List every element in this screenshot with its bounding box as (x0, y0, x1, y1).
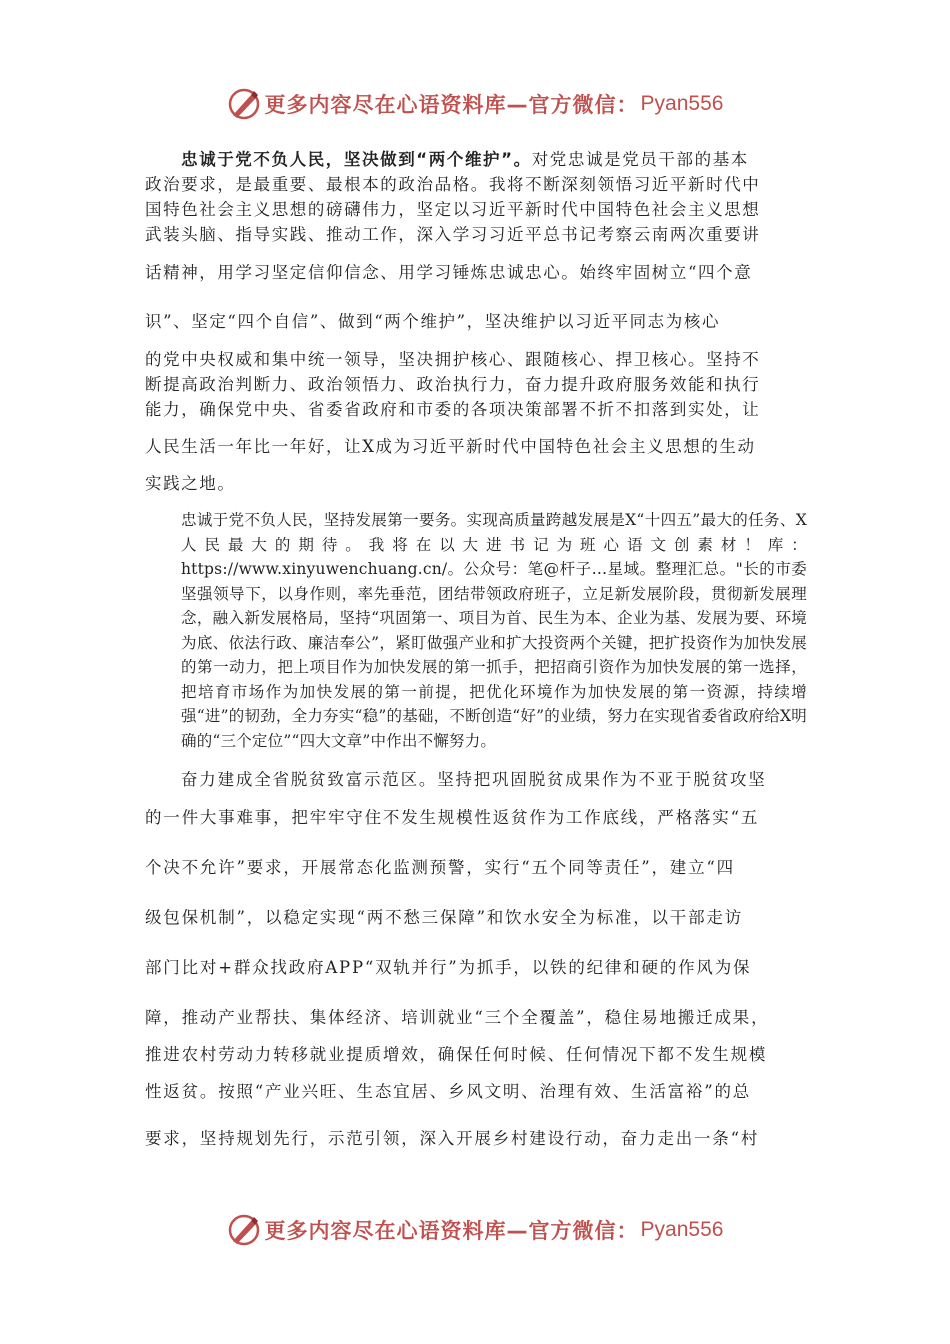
paragraph-lead: 忠诚于党不负人民，坚决做到“两个维护”。 (181, 150, 532, 169)
text-line: 武装头脑、指导实践、推动工作，深入学习习近平总书记考察云南两次重要讲 (145, 225, 761, 244)
text-line: 的党中央权威和集中统一领导，坚决拥护核心、跟随核心、捍卫核心。坚持不 (145, 350, 761, 369)
text-line: 国特色社会主义思想的磅礴伟力，坚定以习近平新时代中国特色社会主义思想 (145, 200, 761, 219)
paragraph-loyalty (145, 146, 807, 495)
banner-handle: Pyan556 (640, 1218, 724, 1241)
banner-handle: Pyan556 (640, 92, 724, 115)
text-line: 级包保机制”，以稳定实现“两不愁三保障”和饮水安全为标准，以干部走访 (145, 908, 744, 927)
text-line: 奋力建成全省脱贫致富示范区。坚持把巩固脱贫成果作为不亚于脱贫攻坚 (181, 770, 767, 789)
text-line: 障，推动产业帮扶、集体经济、培训就业“三个全覆盖”，稳住易地搬迁成果， (145, 1008, 770, 1027)
paragraph-development: 忠诚于党不负人民，坚持发展第一要务。实现高质量跨越发展是X“十四五”最大的任务、X人民最大的期待。我将在以大进书记为班心语文创素材！库：https://www.xinyuwenchuang.cn/。公众号：笔@杆子…星域。整理汇总。"长的市委坚强领导下，以身作则，率先垂范，团结带领政府班子，立足新发展阶段，贯彻新发展理念，融入新发展格局，坚持“巩固第一、项目为首、民生为本、企业为基、发展为要、环境为底、依法行政、廉洁奉公”，紧盯做强产业和扩大投资两个关键，把扩投资作为加快发展的第一动力，把上项目作为加快发展的第一抓手，把招商引资作为加快发展的第一选择，把培育市场作为加快发展的第一前提，把优化环境作为加快发展的第一资源，持续增强“进”的韧劲，全力夯实“稳”的基础，不断创造“好”的业绩，努力在实现省委省政府给X明确的“三个定位”“四大文章”中作出不懈努力。 (181, 511, 807, 750)
pen-logo-icon (227, 87, 261, 121)
text-line: 要求，坚持规划先行，示范引领，深入开展乡村建设行动，奋力走出一条“村 (145, 1129, 760, 1148)
text-line: 个决不允许”要求，开展常态化监测预警，实行“五个同等责任”，建立“四 (145, 858, 735, 877)
pen-logo-icon (227, 1213, 261, 1247)
text-line: 政治要求，是最重要、最根本的政治品格。我将不断深刻领悟习近平新时代中 (145, 175, 761, 194)
text-line: 推进农村劳动力转移就业提质增效，确保任何时候、任何情况下都不发生规模 (145, 1045, 768, 1064)
text-line: 部门比对+群众找政府APP“双轨并行”为抓手，以铁的纪律和硬的作风为保 (145, 958, 752, 977)
footer-watermark-banner (0, 1210, 950, 1250)
paragraph-poverty-alleviation (145, 766, 807, 1150)
text-line: 话精神，用学习坚定信仰信念、用学习锤炼忠诚忠心。始终牢固树立“四个意 (145, 263, 753, 282)
banner-text: 更多内容尽在心语资料库—官方微信： (264, 1219, 639, 1243)
banner-text: 更多内容尽在心语资料库—官方微信： (264, 93, 639, 117)
text-line: 人民生活一年比一年好，让X成为习近平新时代中国特色社会主义思想的生动 (145, 437, 756, 456)
text-line: 实践之地。 (145, 474, 236, 493)
text-line: 识”、坚定“四个自信”、做到“两个维护”，坚决维护以习近平同志为核心 (145, 312, 721, 331)
text-line: 的一件大事难事，把牢牢守住不发生规模性返贫作为工作底线，严格落实“五 (145, 808, 760, 827)
text-line: 断提高政治判断力、政治领悟力、政治执行力，奋力提升政府服务效能和执行 (145, 375, 761, 394)
text-line: 忠诚于党不负人民，坚决做到“两个维护”。对党忠诚是党员干部的基本 (181, 150, 749, 169)
header-watermark-banner (0, 84, 950, 124)
text-line: 能力，确保党中央、省委省政府和市委的各项决策部署不折不扣落到实处，让 (145, 400, 761, 419)
text-line: 性返贫。按照“产业兴旺、生态宜居、乡风文明、治理有效、生活富裕”的总 (145, 1082, 752, 1101)
